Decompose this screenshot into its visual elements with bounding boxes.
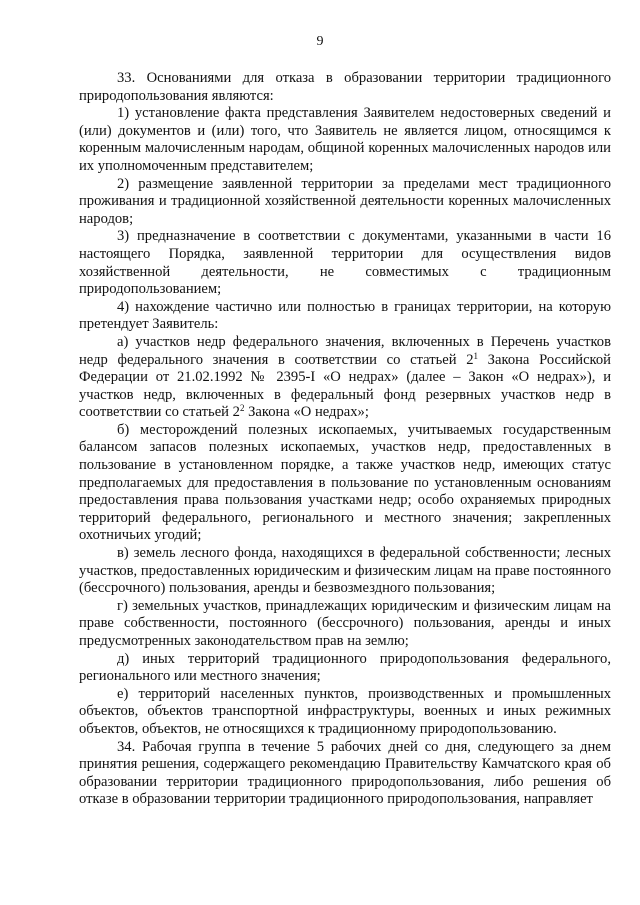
paragraph-item-1: 1) установление факта представления Заявителем недостоверных сведений и (или) документов и (или) того, что Заявитель не является лицом, относящимся к коренным малочисленным народам, общиной коренных малочисленных народов или их уполномоченным представителем; bbox=[79, 105, 611, 174]
item-a-text-3: Закона «О недрах»; bbox=[244, 404, 369, 421]
paragraph-item-4: 4) нахождение частично или полностью в границах территории, на которую претендует Заявитель: bbox=[79, 298, 611, 333]
paragraph-item-a bbox=[79, 334, 611, 422]
document-body bbox=[79, 70, 611, 809]
item-a-text-1: а) участков недр федерального значения, включенных в Перечень участков недр федерального значения в соответствии со статьей 2 bbox=[79, 333, 611, 368]
paragraph-item-g: г) земельных участков, принадлежащих юридическим и физическим лицам на праве собственности, постоянного (бессрочного) пользования, аренды и иных предусмотренных законодательством прав на землю; bbox=[79, 597, 611, 649]
page-number: 9 bbox=[316, 34, 324, 49]
paragraph-item-d: д) иных территорий традиционного природопользования федерального, регионального или местного значения; bbox=[79, 650, 611, 685]
paragraph-item-v: в) земель лесного фонда, находящихся в федеральной собственности; лесных участков, предоставленных юридическим и физическим лицам на праве постоянного (бессрочного) пользования, аренды и безвозмездного пользования; bbox=[79, 545, 611, 597]
item-a-text-2: Закона Российской Федерации от 21.02.1992 № 2395-I «О недрах» (далее – Закон «О недрах»), и участков недр, включенных в федеральный фонд резервных участков недр в соответствии со статьей 2 bbox=[79, 351, 611, 421]
paragraph-34: 34. Рабочая группа в течение 5 рабочих дней со дня, следующего за днем принятия решения, содержащего рекомендацию Правительству Камчатского края об образовании территории традиционного природопользования, либо решения об отказе в образовании территории традиционного природопользования, направляет bbox=[79, 738, 611, 808]
paragraph-item-b: б) месторождений полезных ископаемых, учитываемых государственным балансом запасов полезных ископаемых, участков недр, предоставленных в пользование в установленном порядке, а также участков недр, имеющих статус предполагаемых для предоставления в пользование по установленным основаниям предоставления права пользования участками недр; особо охраняемых природных территорий федерального, регионального и местного значения; закрепленных охотничьих угодий; bbox=[79, 421, 611, 544]
paragraph-item-3: 3) предназначение в соответствии с документами, указанными в части 16 настоящего Порядка, заявленной территории для осуществления видов хозяйственной деятельности, не совместимых с традиционным природопользованием; bbox=[79, 228, 611, 298]
item-a-superscript-2: 2 bbox=[239, 403, 245, 414]
item-a-superscript-1: 1 bbox=[473, 350, 479, 361]
paragraph-item-2: 2) размещение заявленной территории за пределами мест традиционного проживания и традиционной хозяйственной деятельности коренных малочисленных народов; bbox=[79, 175, 611, 227]
paragraph-33: 33. Основаниями для отказа в образовании территории традиционного природопользования являются: bbox=[79, 70, 611, 104]
paragraph-item-e: е) территорий населенных пунктов, производственных и промышленных объектов, объектов транспортной инфраструктуры, военных и иных режимных объектов, объектов, не относящихся к традиционному природопользованию. bbox=[79, 685, 611, 737]
